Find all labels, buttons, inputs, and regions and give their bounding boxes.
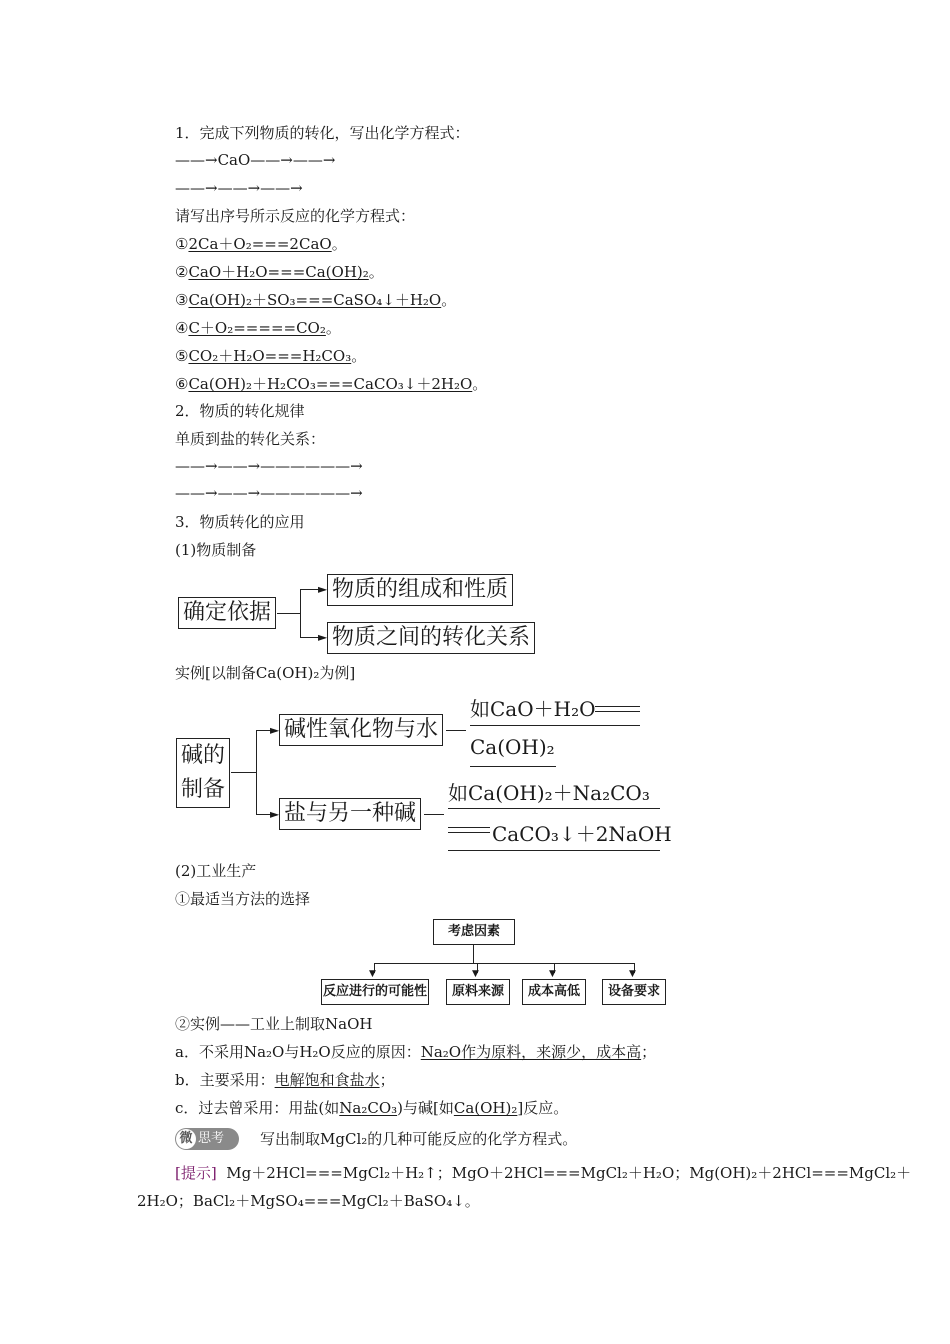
period: 。 (351, 347, 367, 365)
base-branch-1: 碱性氧化物与水 (279, 714, 443, 746)
separator-line (470, 725, 640, 726)
method-selection-title: ①最适当方法的选择 (175, 890, 311, 908)
branch1-eq-bottom: Ca(OH)₂ (470, 735, 555, 759)
factor-equipment: 设备要求 (602, 979, 666, 1005)
item-b-end: ； (379, 1071, 395, 1089)
arrow-icon: ► (270, 807, 280, 821)
item-b (175, 1070, 395, 1090)
base-branch-2: 盐与另一种碱 (279, 798, 421, 830)
hint-label: [提示] (175, 1164, 217, 1182)
reaction-6-eq: Ca(OH)₂＋H₂CO₃===CaCO₃↓＋2H₂O (188, 375, 473, 393)
badge-char: 微 (176, 1129, 196, 1149)
reaction-3-eq: Ca(OH)₂＋SO₃===CaSO₄↓＋H₂O (188, 291, 442, 309)
reaction-1-eq: 2Ca＋O₂===2CaO (188, 235, 332, 253)
factors-root-box: 考虑因素 (433, 919, 515, 945)
hint-text-1: Mg＋2HCl===MgCl₂＋H₂↑；MgO＋2HCl===MgCl₂＋H₂O；Mg(OH)₂＋2HCl===MgCl₂＋ (226, 1164, 912, 1182)
connector (300, 589, 301, 637)
reaction-5 (175, 346, 366, 366)
arrow-down-icon: ▼ (629, 969, 636, 979)
base-root-line1: 碱的 (181, 743, 226, 768)
example-title: 实例[以制备Ca(OH)₂为例] (175, 664, 356, 682)
separator-line (448, 808, 660, 809)
reaction-5-eq: CO₂＋H₂O===H₂CO₃ (188, 347, 352, 365)
underline (470, 766, 556, 767)
equals-sign (595, 706, 640, 707)
underline (448, 850, 660, 851)
reaction-1 (175, 234, 347, 254)
section3-heading: 3．物质转化的应用 (175, 513, 305, 531)
base-root-box (176, 738, 230, 808)
connector (473, 945, 474, 963)
item-a-end: ； (641, 1043, 657, 1061)
connector (231, 772, 256, 773)
basis-branch-1: 物质的组成和性质 (327, 574, 513, 606)
reactions-intro: 请写出序号所示反应的化学方程式： (175, 207, 416, 225)
arrow-down-icon: ▼ (472, 969, 479, 979)
arrow-icon: ► (318, 630, 328, 644)
badge-text: 思考 (198, 1131, 225, 1146)
think-badge (175, 1128, 239, 1150)
arrow-icon: ► (318, 582, 328, 596)
arrow-down-icon: ▼ (369, 969, 376, 979)
reaction-2 (175, 262, 384, 282)
arrow-down-icon: ▼ (549, 969, 556, 979)
period: 。 (472, 375, 488, 393)
base-root-line2: 制备 (181, 777, 226, 802)
item-c-label2: )与碱[如 (397, 1099, 454, 1117)
reaction-2-eq: CaO＋H₂O===Ca(OH)₂ (188, 263, 369, 281)
connector (374, 963, 634, 964)
basis-branch-2: 物质之间的转化关系 (327, 622, 535, 654)
reaction-6 (175, 374, 487, 394)
conversion-chain-2: ——→——→——→ (175, 179, 303, 197)
basis-root-box: 确定依据 (178, 597, 276, 629)
material-preparation-title: (1)物质制备 (175, 541, 257, 559)
period: 。 (331, 235, 347, 253)
period: 。 (325, 319, 341, 337)
item-b-answer: 电解饱和食盐水 (274, 1071, 380, 1089)
item-a (175, 1042, 656, 1062)
think-question: 写出制取MgCl₂的几种可能反应的化学方程式。 (260, 1130, 578, 1148)
reaction-6-num: ⑥ (175, 375, 189, 393)
connector (446, 730, 466, 731)
item-c (175, 1098, 568, 1118)
item-c-label3: ]反应。 (517, 1099, 569, 1117)
salt-chain-2: ——→——→——————→ (175, 484, 363, 502)
item-b-label: b．主要采用： (175, 1071, 275, 1089)
industrial-production-title: (2)工业生产 (175, 862, 257, 880)
connector (424, 814, 444, 815)
equals-sign (595, 711, 640, 712)
section2-sub: 单质到盐的转化关系： (175, 430, 326, 448)
factor-cost: 成本高低 (522, 979, 586, 1005)
factor-feasibility: 反应进行的可能性 (321, 979, 429, 1005)
reaction-4 (175, 318, 341, 338)
period: 。 (441, 291, 457, 309)
period: 。 (368, 263, 384, 281)
section1-heading: 1．完成下列物质的转化，写出化学方程式： (175, 124, 470, 142)
reaction-3-num: ③ (175, 291, 189, 309)
item-a-answer: Na₂O作为原料，来源少，成本高 (420, 1043, 642, 1061)
section2-heading: 2．物质的转化规律 (175, 402, 305, 420)
hint-line-2: 2H₂O；BaCl₂＋MgSO₄===MgCl₂＋BaSO₄↓。 (137, 1192, 480, 1210)
item-c-label1: c．过去曾采用：用盐(如 (175, 1099, 340, 1117)
item-c-answer1: Na₂CO₃ (339, 1099, 398, 1117)
branch2-eq-top: 如Ca(OH)₂＋Na₂CO₃ (448, 781, 650, 805)
naoh-example-title: ②实例——工业上制取NaOH (175, 1015, 373, 1033)
reaction-4-num: ④ (175, 319, 189, 337)
hint-line-1 (175, 1163, 911, 1183)
salt-chain-1: ——→——→——————→ (175, 457, 363, 475)
item-a-label: a．不采用Na₂O与H₂O反应的原因： (175, 1043, 421, 1061)
branch2-eq-bottom: CaCO₃↓＋2NaOH (492, 822, 672, 846)
equals-sign (448, 832, 490, 833)
reaction-3 (175, 290, 456, 310)
reaction-1-num: ① (175, 235, 189, 253)
branch1-eq-top: 如CaO＋H₂O (470, 697, 596, 721)
connector (256, 730, 257, 814)
reaction-2-num: ② (175, 263, 189, 281)
connector (277, 613, 300, 614)
factor-materials: 原料来源 (446, 979, 510, 1005)
reaction-5-num: ⑤ (175, 347, 189, 365)
arrow-icon: ► (270, 723, 280, 737)
equals-sign (448, 827, 490, 828)
item-c-answer2: Ca(OH)₂ (453, 1099, 518, 1117)
conversion-chain-1: ——→CaO——→——→ (175, 151, 336, 169)
reaction-4-eq: C＋O₂=====CO₂ (188, 319, 326, 337)
